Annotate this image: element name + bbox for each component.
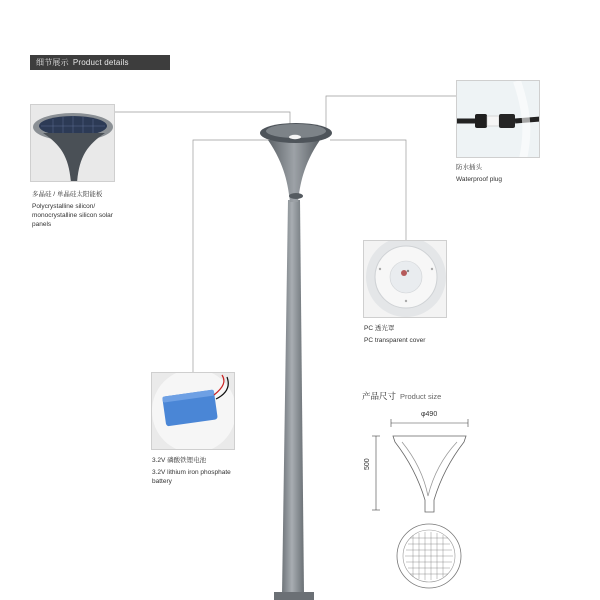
caption-zh: 防水插头: [456, 164, 482, 171]
lamp-head-outline: [393, 436, 466, 512]
height-label: 500: [364, 458, 371, 470]
caption-zh: 3.2V 磷酸铁锂电池: [152, 457, 207, 464]
top-view-drawing: [397, 524, 461, 588]
caption-en: PC transparent cover: [364, 337, 426, 344]
section-title-zh: 细节展示: [36, 58, 69, 67]
caption-zh: 多晶硅 / 单晶硅太阳能板: [32, 191, 103, 198]
caption-en: Polycrystalline silicon/ monocrystalline silicon solar panels: [32, 203, 113, 228]
caption-en: 3.2V lithium iron phosphate battery: [152, 469, 231, 485]
caption-en: Waterproof plug: [456, 176, 503, 183]
caption-zh: PC 透光罩: [364, 325, 395, 332]
product-size-title-en: Product size: [400, 392, 442, 401]
diameter-label: φ490: [421, 411, 438, 418]
product-size-title-zh: 产品尺寸: [362, 391, 397, 401]
section-title-en: Product details: [72, 58, 129, 67]
